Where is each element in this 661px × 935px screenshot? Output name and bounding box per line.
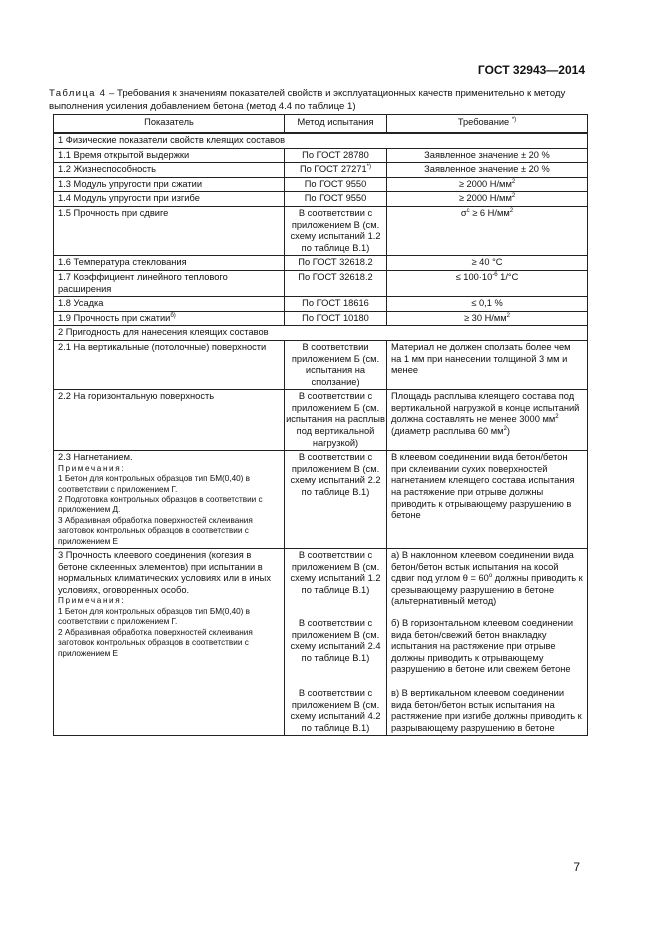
requirement-cell bbox=[387, 549, 588, 736]
table-row bbox=[54, 451, 588, 549]
requirement-cell bbox=[387, 390, 588, 451]
method-text: По ГОСТ 27271 bbox=[299, 164, 367, 175]
note-item: 2 Абразивная обработка поверхностей склеивания заготовок контрольных образцов в соответствии с приложением Е bbox=[58, 627, 253, 658]
section-title: 2 Пригодность для нанесения клеящих составов bbox=[54, 326, 588, 341]
note-item: 3 Абразивная обработка поверхностей склеивания заготовок контрольных образцов в соответствии с приложением Е bbox=[58, 515, 253, 546]
method-block-c: В соответствии с приложением В (см. схему испытаний 4.2 по таблице В.1) bbox=[290, 688, 381, 733]
method-cell: В соответствии приложением Б (см. испытания на сползание) bbox=[285, 340, 387, 389]
requirement-cell bbox=[387, 311, 588, 326]
requirement-cell bbox=[387, 192, 588, 207]
requirement-block-a bbox=[391, 550, 583, 618]
indicator-cell: 1.7 Коэффициент линейного теплового расширения bbox=[54, 270, 285, 296]
indicator-cell: 1.2 Жизнеспособность bbox=[54, 163, 285, 178]
notes-block bbox=[58, 596, 280, 658]
requirement-cell: Материал не должен сползать более чем на 1 мм при нанесении толщиной 3 мм и менее bbox=[387, 340, 588, 389]
indicator-footnote: б) bbox=[170, 312, 176, 319]
method-cell bbox=[285, 163, 387, 178]
indicator-text: 2.3 Нагнетанием. bbox=[58, 452, 133, 463]
requirement-sup: 2 bbox=[509, 207, 514, 214]
table-row bbox=[54, 192, 588, 207]
requirement-cell: Заявленное значение ± 20 % bbox=[387, 148, 588, 163]
requirement-sup: 2 bbox=[511, 178, 516, 185]
note-item: 1 Бетон для контрольных образцов тип БМ(0,40) в соответствии с приложением Г. bbox=[58, 474, 251, 494]
requirement-tail: (диаметр расплыва 60 мм bbox=[391, 426, 504, 437]
requirement-cell: ≥ 40 °С bbox=[387, 256, 588, 271]
requirement-cell bbox=[387, 206, 588, 255]
note-item: 2 Подготовка контрольных образцов в соответствии с приложением Д. bbox=[58, 495, 263, 515]
requirement-end: ) bbox=[506, 426, 511, 437]
requirement-sup: -6 bbox=[492, 271, 498, 278]
header-method: Метод испытания bbox=[285, 115, 387, 134]
requirement-text: ≥ 30 Н/мм bbox=[463, 312, 507, 323]
requirement-sup: 2 bbox=[555, 414, 559, 421]
requirement-text: Площадь расплыва клеящего состава под вертикальной нагрузкой в конце испытаний должна составлять не менее 3000 мм bbox=[391, 391, 580, 425]
table-row bbox=[54, 340, 588, 389]
notes-heading: Примечания: bbox=[58, 463, 126, 473]
table-caption-label: Таблица 4 bbox=[49, 88, 107, 99]
requirement-text: ≥ 2000 Н/мм bbox=[458, 193, 512, 204]
method-cell: В соответствии с приложением В (см. схему испытаний 2.2 по таблице В.1) bbox=[285, 451, 387, 549]
requirement-text: ≤ 100·10 bbox=[455, 271, 493, 282]
method-cell: По ГОСТ 10180 bbox=[285, 311, 387, 326]
requirement-sup: о bbox=[488, 573, 493, 580]
requirement-text-rest: ≥ 6 Н/мм bbox=[469, 207, 510, 218]
table-row bbox=[54, 256, 588, 271]
method-cell: В соответствии с приложением В (см. схему испытаний 1.2 по таблице В.1) bbox=[285, 206, 387, 255]
requirement-cell bbox=[387, 177, 588, 192]
indicator-cell: 1.1 Время открытой выдержки bbox=[54, 148, 285, 163]
indicator-text: 3 Прочность клеевого соединения (когезия в бетоне склеенных элементов) при испытании в нормальных климатических условиях или в иных условиях, оговоренных особо. bbox=[58, 550, 271, 595]
indicator-cell: 1.5 Прочность при сдвиге bbox=[54, 206, 285, 255]
document-number: ГОСТ 32943—2014 bbox=[477, 63, 585, 77]
table-row bbox=[54, 177, 588, 192]
indicator-cell: 1.6 Температура стеклования bbox=[54, 256, 285, 271]
table-caption bbox=[49, 88, 589, 113]
requirement-cell: ≤ 0,1 % bbox=[387, 297, 588, 312]
header-requirement-note: *) bbox=[511, 116, 517, 123]
table-header-row bbox=[54, 115, 588, 134]
table-row bbox=[54, 148, 588, 163]
requirement-text: а) В наклонном клеевом соединении вида бетон/бетон встык испытания на косой сдвиг под углом θ = 60 bbox=[391, 550, 574, 584]
requirement-block-c: в) В вертикальном клеевом соединении вида бетон/бетон встык испытания на растяжение при изгибе должны приводить к разрывающему разрушению в бетоне bbox=[391, 688, 582, 733]
requirement-text: σ bbox=[460, 207, 467, 218]
requirement-sup: 2 bbox=[506, 312, 511, 319]
indicator-cell bbox=[54, 451, 285, 549]
indicator-cell: 2.1 На вертикальные (потолочные) поверхности bbox=[54, 340, 285, 389]
requirement-pre-sup: с bbox=[466, 207, 470, 214]
table-row bbox=[54, 163, 588, 178]
table-row bbox=[54, 390, 588, 451]
header-indicator: Показатель bbox=[54, 115, 285, 134]
indicator-text: 1.9 Прочность при сжатии bbox=[58, 312, 171, 323]
indicator-cell: 1.3 Модуль упругости при сжатии bbox=[54, 177, 285, 192]
notes-block bbox=[58, 464, 280, 547]
requirement-text: ≥ 2000 Н/мм bbox=[458, 178, 512, 189]
method-cell: По ГОСТ 18616 bbox=[285, 297, 387, 312]
table-row bbox=[54, 311, 588, 326]
table-row bbox=[54, 270, 588, 296]
header-requirement bbox=[387, 115, 588, 134]
requirement-tail: должны приводить к срезывающему разрушению в бетоне (альтернативный метод) bbox=[391, 573, 583, 607]
method-cell: В соответствии с приложением Б (см. испытания на расплыв под вертикальной нагрузкой) bbox=[285, 390, 387, 451]
page-number: 7 bbox=[573, 860, 580, 874]
requirement-cell bbox=[387, 270, 588, 296]
method-footnote: *) bbox=[366, 164, 372, 171]
table-row bbox=[54, 206, 588, 255]
indicator-cell: 1.4 Модуль упругости при изгибе bbox=[54, 192, 285, 207]
requirement-cell: В клеевом соединении вида бетон/бетон при склеивании сухих поверхностей нагнетанием клеящего состава испытания на растяжение при отрыве должны приводить к отрывающему разрушению в бетоне bbox=[387, 451, 588, 549]
method-cell: По ГОСТ 32618.2 bbox=[285, 270, 387, 296]
method-cell: По ГОСТ 9550 bbox=[285, 177, 387, 192]
method-cell: По ГОСТ 32618.2 bbox=[285, 256, 387, 271]
indicator-cell bbox=[54, 549, 285, 736]
requirement-tail: 1/°С bbox=[497, 271, 519, 282]
method-cell: По ГОСТ 28780 bbox=[285, 148, 387, 163]
notes-heading: Примечания: bbox=[58, 596, 126, 606]
method-cell: По ГОСТ 9550 bbox=[285, 192, 387, 207]
indicator-cell: 2.2 На горизонтальную поверхность bbox=[54, 390, 285, 451]
indicator-cell bbox=[54, 311, 285, 326]
requirement-block-b: б) В горизонтальном клеевом соединении вида бетон/свежий бетон внакладку испытания на растяжение при отрыве должны приводить к отрывающему разрушению в бетоне или свежем бетоне bbox=[391, 618, 574, 675]
note-item: 1 Бетон для контрольных образцов тип БМ(0,40) в соответствии с приложением Г. bbox=[58, 606, 251, 627]
section-row bbox=[54, 326, 588, 341]
section-row bbox=[54, 133, 588, 148]
table-row bbox=[54, 297, 588, 312]
requirements-table bbox=[53, 114, 588, 736]
table-row bbox=[54, 549, 588, 736]
method-block-b: В соответствии с приложением В (см. схему испытаний 2.4 по таблице В.1) bbox=[290, 618, 381, 663]
requirement-cell: Заявленное значение ± 20 % bbox=[387, 163, 588, 178]
requirement-tail-sup: 2 bbox=[503, 425, 507, 432]
requirement-sup: 2 bbox=[511, 193, 516, 200]
header-requirement-text: Требование bbox=[457, 117, 510, 127]
section-title: 1 Физические показатели свойств клеящих составов bbox=[54, 133, 588, 148]
indicator-cell: 1.8 Усадка bbox=[54, 297, 285, 312]
method-cell bbox=[285, 549, 387, 736]
method-block-a: В соответствии с приложением В (см. схему испытаний 1.2 по таблице В.1) bbox=[290, 550, 381, 595]
table-caption-text: – Требования к значениям показателей свойств и эксплуатационных качеств применительно к методу выполнения усиления добавлением бетона (метод 4.4 по таблице 1) bbox=[49, 88, 566, 112]
